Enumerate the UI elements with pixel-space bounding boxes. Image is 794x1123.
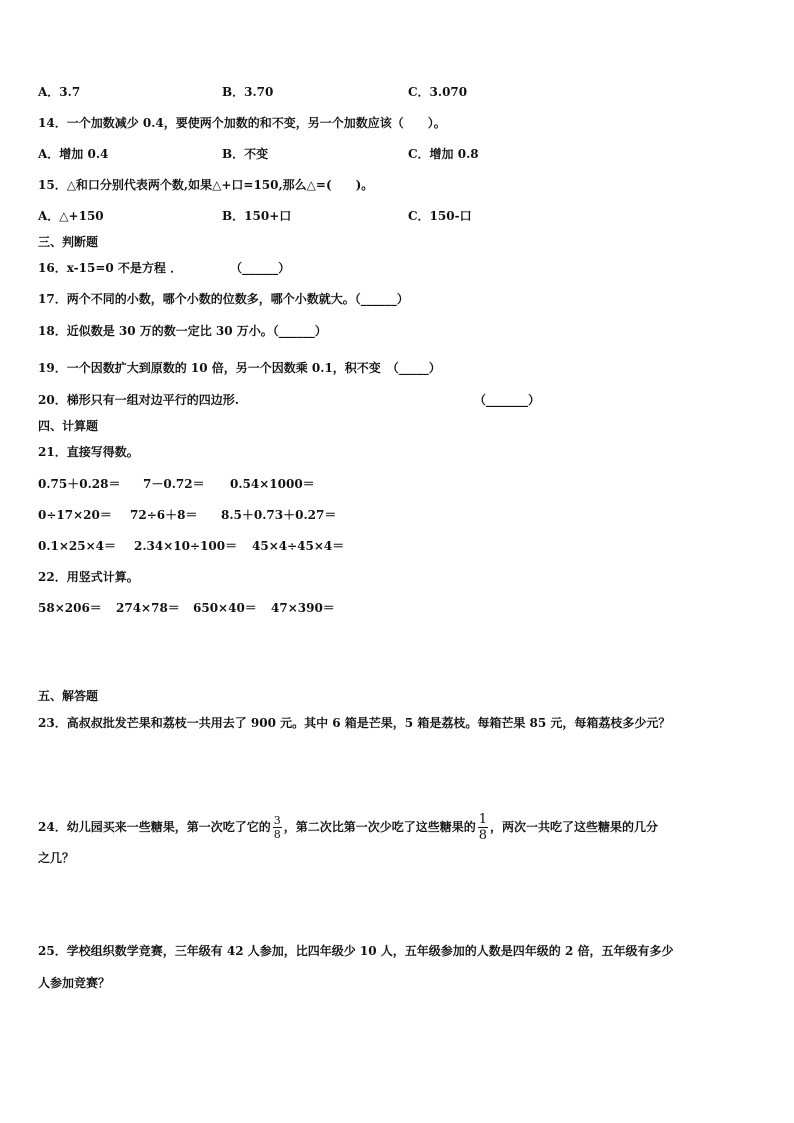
q25-line-2: 人参加竞赛？ (38, 976, 111, 990)
q15-stem: 15．△和口分别代表两个数,如果△+口=150,那么△=( )。 (38, 178, 374, 192)
q21-item: 2.34×10÷100＝ (134, 539, 238, 553)
q21-stem: 21．直接写得数。 (38, 445, 139, 459)
q20-blank: （_______） (474, 393, 541, 407)
q24-line-1 (38, 812, 658, 843)
section-5-heading: 五、解答题 (38, 689, 99, 703)
q14-option-b: B．不变 (222, 147, 269, 161)
q21-item: 72÷6＋8＝ (130, 508, 198, 522)
q21-item: 7－0.72＝ (143, 477, 205, 491)
q21-item: 0÷17×20＝ (38, 508, 112, 522)
q15-option-a: A．△+150 (38, 209, 104, 223)
q22-stem: 22．用竖式计算。 (38, 570, 139, 584)
section-4-heading: 四、计算题 (38, 419, 99, 433)
q14-stem: 14．一个加数减少 0.4，要使两个加数的和不变，另一个加数应该（ ）。 (38, 116, 446, 130)
q21-item: 0.54×1000＝ (230, 477, 315, 491)
fraction-denominator: 8 (273, 828, 281, 841)
q24-text-part-3: ，两次一共吃了这些糖果的几分 (490, 820, 659, 834)
fraction-three-eighths (273, 814, 282, 841)
q13-option-c: C．3.070 (408, 85, 468, 99)
q14-option-a: A．增加 0.4 (38, 147, 109, 161)
q24-text-part-2: ，第二次比第一次少吃了这些糖果的 (283, 820, 476, 834)
fraction-denominator: 8 (478, 828, 487, 843)
q16: 16．x-15=0 不是方程 ． （______） (38, 261, 291, 275)
q18: 18．近似数是 30 万的数一定比 30 万小。（______） (38, 324, 327, 338)
q22-item: 47×390＝ (271, 601, 335, 615)
q13-option-a: A．3.7 (38, 85, 81, 99)
fraction-one-eighth (478, 812, 488, 843)
q22-item: 58×206＝ (38, 601, 102, 615)
q20-text: 20．梯形只有一组对边平行的四边形. (38, 393, 239, 407)
q21-item: 0.1×25×4＝ (38, 539, 117, 553)
q14-option-c: C．增加 0.8 (408, 147, 479, 161)
q21-item: 8.5＋0.73＋0.27＝ (221, 508, 337, 522)
q21-item: 45×4÷45×4＝ (252, 539, 345, 553)
q15-option-b: B．150+口 (222, 209, 292, 223)
fraction-numerator: 1 (478, 812, 487, 827)
q24-line-2: 之几？ (38, 851, 75, 865)
q22-item: 274×78＝ (116, 601, 180, 615)
q19: 19．一个因数扩大到原数的 10 倍，另一个因数乘 0.1，积不变 （_____） (38, 361, 441, 375)
q22-item: 650×40＝ (193, 601, 257, 615)
q13-option-b: B．3.70 (222, 85, 274, 99)
q23: 23．高叔叔批发芒果和荔枝一共用去了 900 元。其中 6 箱是芒果，5 箱是荔枝。每箱芒果 85 元，每箱荔枝多少元？ (38, 716, 671, 730)
q15-option-c: C．150-口 (408, 209, 472, 223)
q24-text-part-1: 24．幼儿园买来一些糖果，第一次吃了它的 (38, 820, 271, 834)
q21-item: 0.75＋0.28＝ (38, 477, 121, 491)
q25-line-1: 25．学校组织数学竞赛，三年级有 42 人参加，比四年级少 10 人，五年级参加的人数是四年级的 2 倍，五年级有多少 (38, 944, 674, 958)
q17: 17．两个不同的小数，哪个小数的位数多，哪个小数就大。（______） (38, 292, 409, 306)
fraction-numerator: 3 (273, 814, 281, 827)
section-3-heading: 三、判断题 (38, 235, 99, 249)
